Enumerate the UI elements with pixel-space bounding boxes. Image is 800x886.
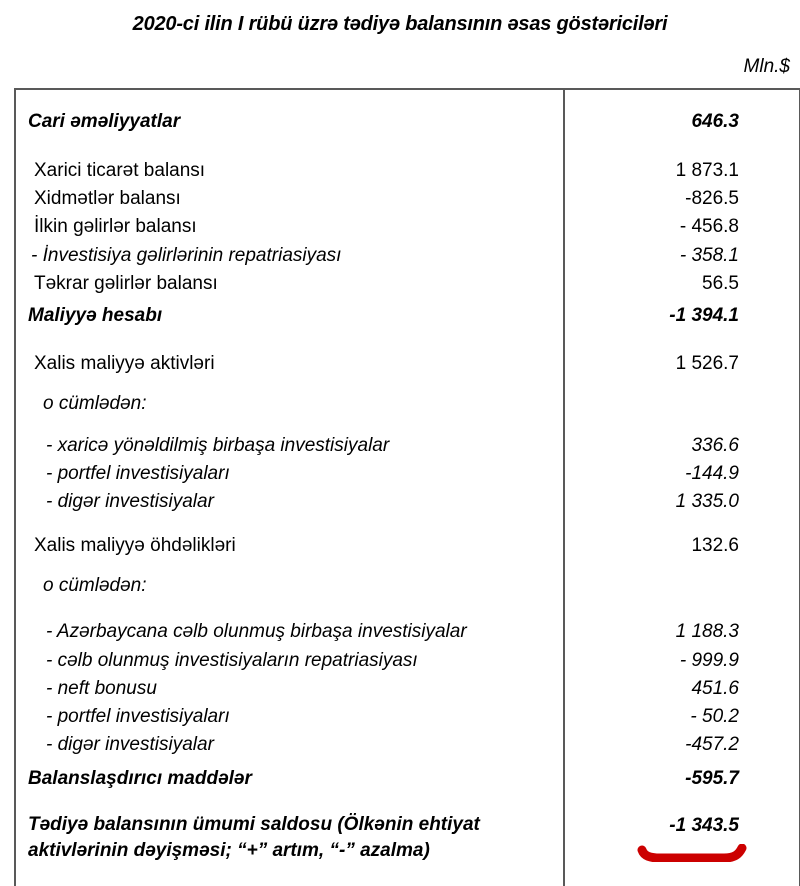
table-row <box>16 270 799 298</box>
table-row <box>16 765 799 793</box>
row-value: -457.2 <box>685 734 739 755</box>
row-label: Xidmətlər balansı <box>34 188 181 209</box>
unit-label: Mln.$ <box>743 56 790 77</box>
row-label: - cəlb olunmuş investisiyaların repatriasiyası <box>46 650 418 671</box>
row-value: - 999.9 <box>679 650 739 671</box>
row-value: - 358.1 <box>679 245 739 266</box>
row-value: -1 394.1 <box>669 305 739 326</box>
row-label: - xaricə yönəldilmiş birbaşa investisiyalar <box>46 435 390 456</box>
row-label: Balanslaşdırıcı maddələr <box>28 768 252 789</box>
table-row <box>16 618 799 646</box>
row-label: Təkrar gəlirlər balansı <box>34 273 218 294</box>
table-row <box>16 213 799 241</box>
table-row <box>16 675 799 703</box>
row-label: Maliyyə hesabı <box>28 305 163 326</box>
table-row <box>16 108 799 136</box>
table-row <box>16 242 799 270</box>
row-value: 451.6 <box>691 678 739 699</box>
balance-table <box>14 88 800 886</box>
table-row <box>16 350 799 378</box>
row-label: o cümlədən: <box>43 575 147 596</box>
table-row <box>16 390 799 418</box>
row-label: o cümlədən: <box>43 393 147 414</box>
table-row <box>16 460 799 488</box>
table-row <box>16 302 799 330</box>
table-row <box>16 532 799 560</box>
table-row <box>16 432 799 460</box>
table-row <box>16 647 799 675</box>
table-row <box>16 572 799 600</box>
row-value: 132.6 <box>691 535 739 556</box>
row-value: -595.7 <box>685 768 739 789</box>
table-row <box>16 157 799 185</box>
row-label: - Azərbaycana cəlb olunmuş birbaşa investisiyalar <box>46 621 467 642</box>
table-row <box>16 703 799 731</box>
row-value: -826.5 <box>685 188 739 209</box>
row-label: Xalis maliyyə aktivləri <box>34 353 215 374</box>
table-row <box>16 185 799 213</box>
row-value: 1 188.3 <box>675 621 739 642</box>
row-label: - portfel investisiyaları <box>46 706 230 727</box>
row-value: 1 526.7 <box>675 353 739 374</box>
row-value: 646.3 <box>691 111 739 132</box>
row-label: - neft bonusu <box>46 678 157 699</box>
row-label: - portfel investisiyaları <box>46 463 230 484</box>
row-label: Xalis maliyyə öhdəlikləri <box>34 535 236 556</box>
row-label: - digər investisiyalar <box>46 491 214 512</box>
row-label: Tədiyə balansının ümumi saldosu (Ölkənin ehtiyat aktivlərinin dəyişməsi; “+” artım, “-” azalma) <box>28 814 480 861</box>
row-value: -1 343.5 <box>669 815 739 836</box>
row-label: İlkin gəlirlər balansı <box>34 216 197 237</box>
row-label: - İnvestisiya gəlirlərinin repatriasiyası <box>31 245 342 266</box>
row-value: 336.6 <box>691 435 739 456</box>
table-row <box>16 488 799 516</box>
row-label: Xarici ticarət balansı <box>34 160 206 181</box>
row-value: -144.9 <box>685 463 739 484</box>
table-row <box>16 731 799 759</box>
row-value: - 456.8 <box>679 216 739 237</box>
row-value: 56.5 <box>702 273 739 294</box>
row-value: 1 335.0 <box>675 491 739 512</box>
row-label: - digər investisiyalar <box>46 734 214 755</box>
row-value: - 50.2 <box>690 706 739 727</box>
red-underline-mark <box>637 844 747 862</box>
page-title: 2020-ci ilin I rübü üzrə tədiyə balansının əsas göstəriciləri <box>132 13 668 35</box>
row-label: Cari əməliyyatlar <box>28 111 181 132</box>
row-value: 1 873.1 <box>675 160 739 181</box>
